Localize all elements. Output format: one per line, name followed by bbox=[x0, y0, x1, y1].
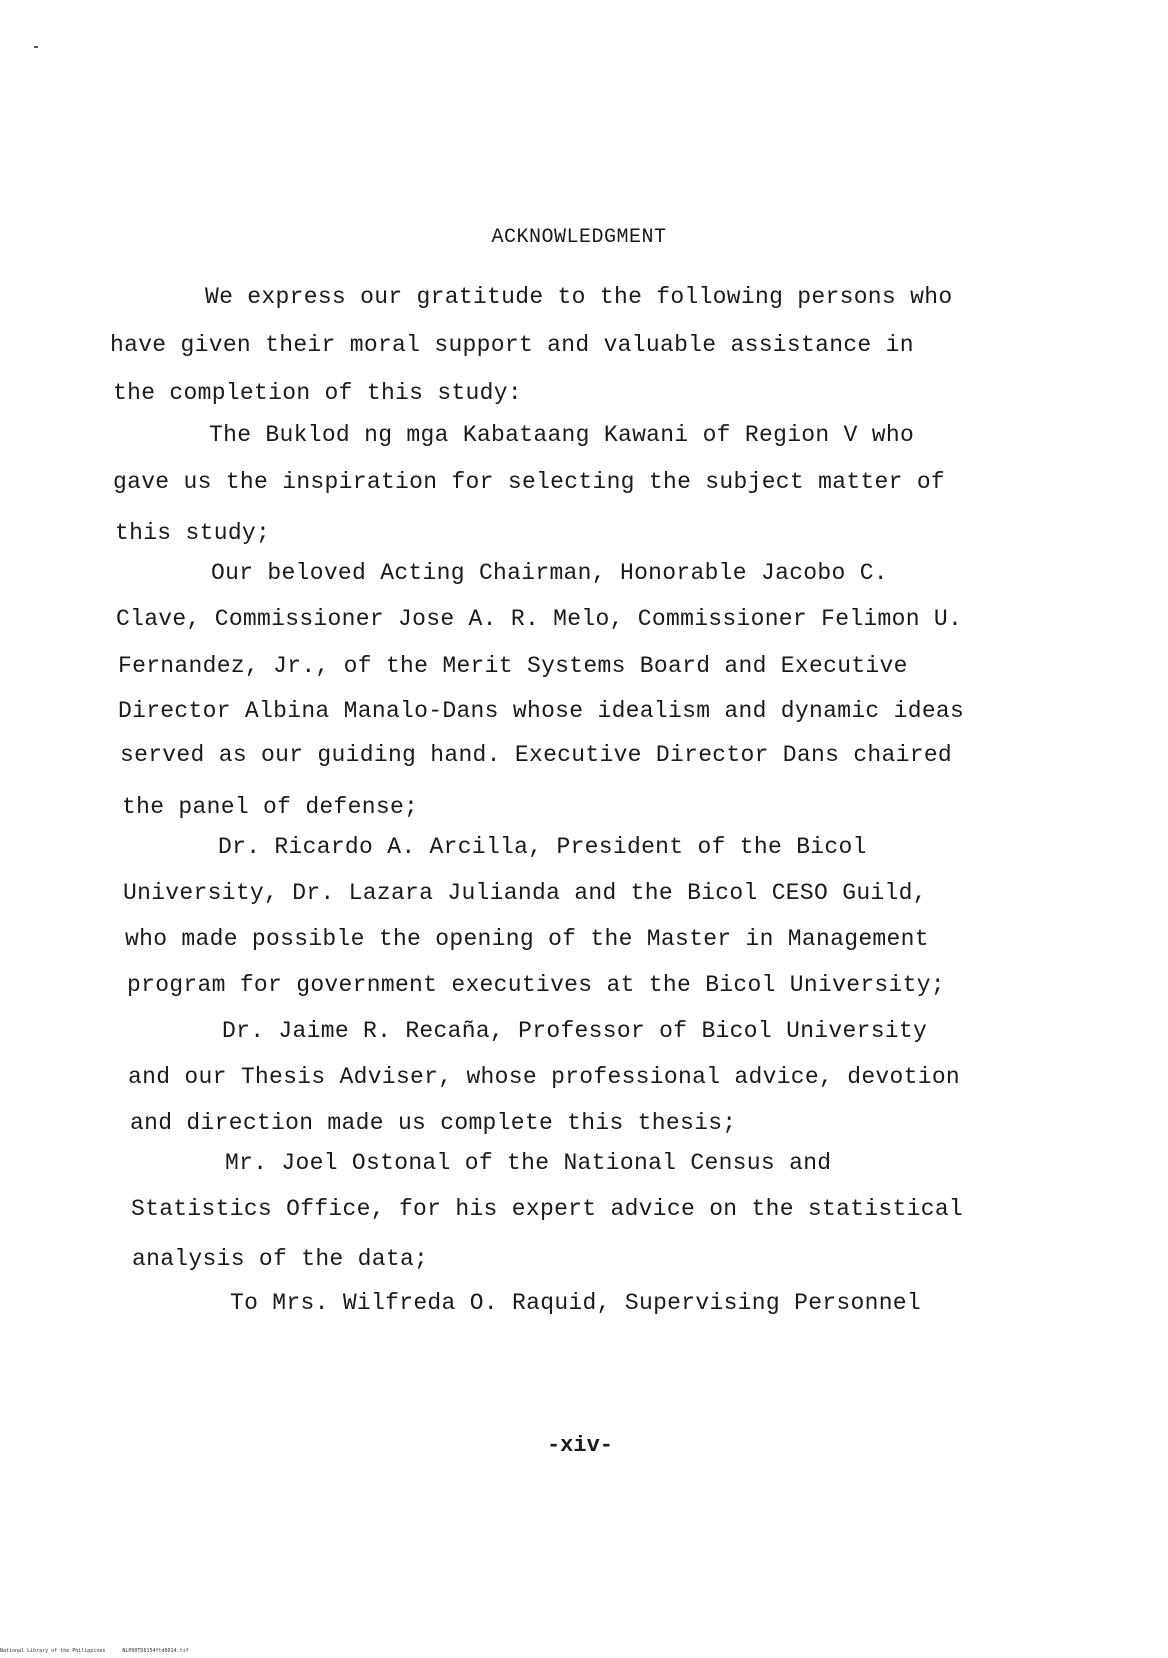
text-line: this study; bbox=[115, 520, 271, 546]
text-line: gave us the inspiration for selecting the subject matter of bbox=[113, 469, 946, 495]
text-line: and direction made us complete this thesis; bbox=[130, 1110, 737, 1136]
text-line: analysis of the data; bbox=[132, 1246, 429, 1272]
page-title: ACKNOWLEDGMENT bbox=[491, 226, 667, 249]
text-line: The Buklod ng mga Kabataang Kawani of Region V who bbox=[209, 422, 915, 448]
text-line: University, Dr. Lazara Julianda and the Bicol CESO Guild, bbox=[123, 880, 927, 906]
footer-file: NLP00TD6154ftd0014.tif bbox=[122, 1648, 189, 1654]
text-line: Statistics Office, for his expert advice on the statistical bbox=[131, 1196, 964, 1222]
text-line: served as our guiding hand. Executive Director Dans chaired bbox=[120, 742, 953, 768]
footer-library: National Library of the Philippines bbox=[0, 1648, 106, 1654]
scan-speck bbox=[34, 46, 38, 48]
text-line: program for government executives at the Bicol University; bbox=[127, 972, 945, 998]
text-line: the completion of this study: bbox=[113, 380, 522, 406]
page-number: -xiv- bbox=[546, 1433, 613, 1458]
text-line: Clave, Commissioner Jose A. R. Melo, Commissioner Felimon U. bbox=[116, 606, 963, 632]
text-line: Fernandez, Jr., of the Merit Systems Board and Executive bbox=[118, 653, 908, 679]
text-line: Our beloved Acting Chairman, Honorable Jacobo C. bbox=[211, 560, 888, 586]
text-line: have given their moral support and valuable assistance in bbox=[110, 332, 914, 358]
text-line: Dr. Ricardo A. Arcilla, President of the Bicol bbox=[218, 834, 867, 860]
text-line: Mr. Joel Ostonal of the National Census and bbox=[225, 1150, 832, 1176]
text-line: and our Thesis Adviser, whose professional advice, devotion bbox=[128, 1064, 961, 1090]
text-line: To Mrs. Wilfreda O. Raquid, Supervising Personnel bbox=[230, 1290, 922, 1316]
text-line: We express our gratitude to the following persons who bbox=[205, 284, 953, 310]
scan-footer bbox=[0, 1648, 189, 1654]
text-line: the panel of defense; bbox=[122, 794, 419, 820]
text-line: who made possible the opening of the Master in Management bbox=[125, 926, 929, 952]
text-line: Dr. Jaime R. Recaña, Professor of Bicol University bbox=[222, 1018, 928, 1044]
text-line: Director Albina Manalo-Dans whose idealism and dynamic ideas bbox=[118, 698, 965, 724]
